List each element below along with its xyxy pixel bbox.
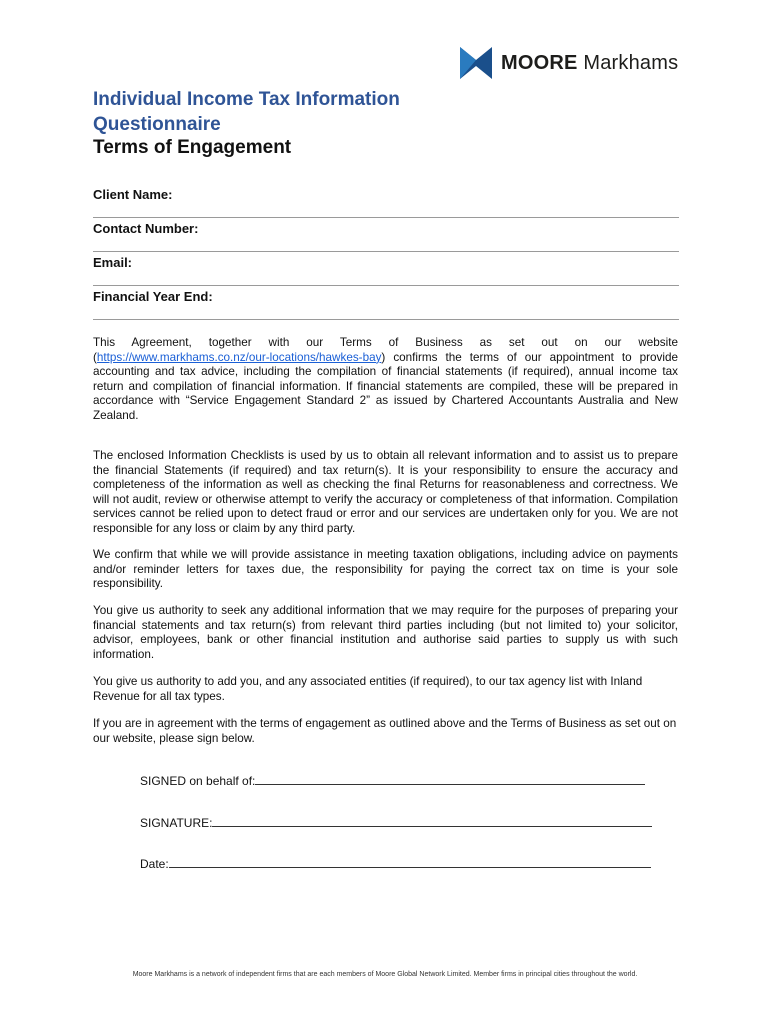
date-line[interactable] <box>169 856 651 868</box>
moore-logo-icon <box>460 47 492 79</box>
agency-list-paragraph <box>93 675 678 704</box>
agency-list-text: You give us authority to add you, and any associated entities (if required), to our tax agency list with Inland Revenue for all tax types. <box>93 675 643 703</box>
signature-line[interactable] <box>212 815 652 827</box>
document-subtitle: Terms of Engagement <box>93 137 292 158</box>
agreement-text-start: This Agreement, together with our Terms of Business as set out on our website ( <box>93 336 678 364</box>
signature-row <box>140 815 652 830</box>
agreement-text-end: ) confirms the terms of our appointment to provide accounting and tax advice, including the compilation of financial statements (if required), annual income tax return and compilation of financial information. If financial statements are compiled, these will be prepared in accordance with “Service Engagement Standard 2” as issued by Chartered Accountants Australia and New Zealand. <box>93 350 678 422</box>
authority-text: You give us authority to seek any additional information that we may require for the purposes of preparing your financial statements and tax return(s) from relevant third parties including (but not limited to) your solicitor, advisor, employees, bank or other financial institution and authorise said parties to supply us with such information. <box>93 604 678 661</box>
footer-disclaimer: Moore Markhams is a network of independent firms that are each members of Moore Global Network Limited. Member firms in principal cities throughout the world. <box>132 971 638 978</box>
client-name-field[interactable] <box>93 185 679 218</box>
tax-obligations-text: We confirm that while we will provide assistance in meeting taxation obligations, including advice on payments and/or reminder letters for taxes due, the responsibility for paying the correct tax on time is your sole responsibility. <box>93 548 678 590</box>
checklist-paragraph <box>93 449 678 536</box>
email-field[interactable] <box>93 253 679 286</box>
agreement-paragraph <box>93 336 678 423</box>
brand-logo <box>460 46 678 80</box>
date-row <box>140 856 651 871</box>
client-name-label: Client Name: <box>93 187 173 202</box>
brand-name-light: Markhams <box>583 51 679 74</box>
email-label: Email: <box>93 255 133 270</box>
website-link[interactable]: https://www.markhams.co.nz/our-locations/hawkes-bay <box>96 350 382 364</box>
date-label: Date: <box>140 857 169 871</box>
brand-name-bold: MOORE <box>501 51 578 74</box>
authority-paragraph <box>93 604 678 662</box>
contact-number-label: Contact Number: <box>93 221 199 236</box>
signed-on-behalf-label: SIGNED on behalf of: <box>140 774 256 788</box>
sign-instruction-paragraph <box>93 717 678 746</box>
financial-year-end-label: Financial Year End: <box>93 289 213 304</box>
checklist-text: The enclosed Information Checklists is used by us to obtain all relevant information and to assist us to prepare the financial Statements (if required) and tax return(s). It is your responsibility to ensure the accuracy and completeness of the information as well as checking the final Returns for reasonableness and correctness. We will not audit, review or otherwise attempt to verify the accuracy or completeness of that information. Compilation services cannot be relied upon to detect fraud or error and our services are undertaken only for you. We are not responsible for any loss or claim by any third party. <box>93 449 678 535</box>
sign-instruction-text: If you are in agreement with the terms of engagement as outlined above and the Terms of Business as set out on our website, please sign below. <box>93 717 677 745</box>
signed-on-behalf-row <box>140 773 645 788</box>
financial-year-end-field[interactable] <box>93 287 679 320</box>
signature-label: SIGNATURE: <box>140 816 213 830</box>
brand-name <box>501 52 678 75</box>
tax-obligations-paragraph <box>93 548 678 592</box>
signed-on-behalf-line[interactable] <box>255 773 645 785</box>
contact-number-field[interactable] <box>93 219 679 252</box>
document-title: Individual Income Tax Information Questionnaire <box>93 89 400 135</box>
